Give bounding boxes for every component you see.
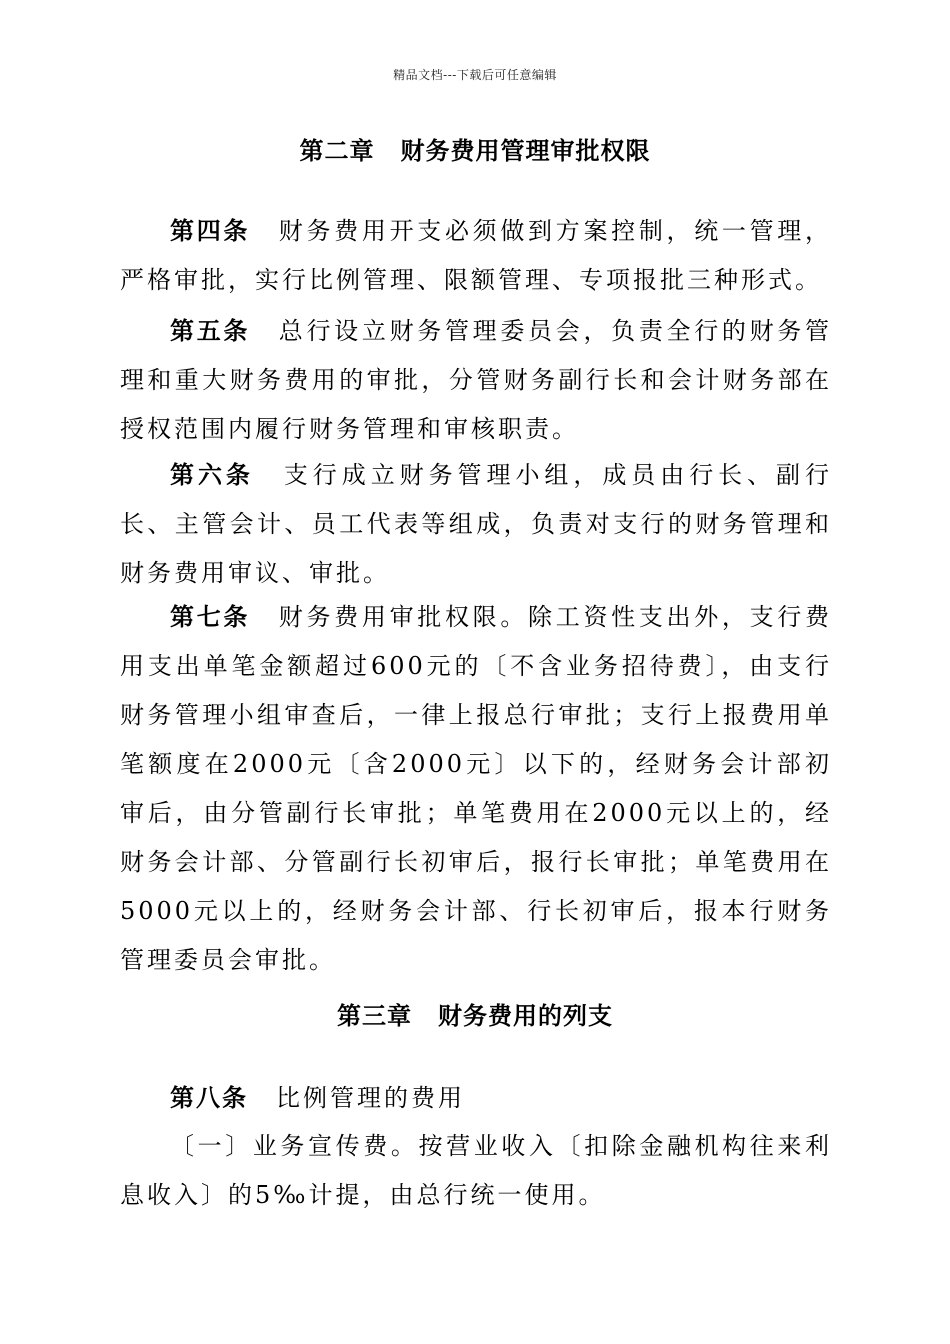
page-header: 精品文档---下载后可任意编辑 (393, 68, 557, 82)
chapter-3-number: 第三章 (337, 1002, 412, 1030)
article-5-label: 第五条 (170, 317, 251, 345)
article-8-label: 第八条 (170, 1084, 248, 1112)
chapter-3-heading (0, 996, 950, 1031)
item-1-text: 〔一〕业务宣传费。按营业收入〔扣除金融机构往来利息收入〕的5‰计提，由总行统一使用。 (120, 1132, 832, 1209)
article-4-label: 第四条 (170, 217, 251, 245)
item-1 (120, 1122, 832, 1220)
article-7-label: 第七条 (170, 603, 251, 631)
article-6-label: 第六条 (170, 461, 254, 489)
chapter-2-heading (0, 131, 950, 166)
article-6-text: 支行成立财务管理小组，成员由行长、副行长、主管会计、员工代表等组成，负责对支行的财务管理和财务费用审议、审批。 (120, 461, 833, 587)
article-4-text: 财务费用开支必须做到方案控制，统一管理，严格审批，实行比例管理、限额管理、专项报批三种形式。 (120, 217, 833, 294)
article-7-text: 财务费用审批权限。除工资性支出外，支行费用支出单笔金额超过600元的〔不含业务招待费〕，由支行财务管理小组审查后，一律上报总行审批；支行上报费用单笔额度在2000元〔含2000元〕以下的，经财务会计部初审后，由分管副行长审批；单笔费用在2000元以上的，经财务会计部、分管副行长初审后，报行长审批；单笔费用在5000元以上的，经财务会计部、行长初审后，报本行财务管理委员会审批。 (120, 603, 833, 974)
article-8-text: 比例管理的费用 (276, 1084, 465, 1112)
article-6 (120, 451, 832, 598)
article-7 (120, 593, 832, 985)
article-8 (120, 1074, 832, 1123)
article-4 (120, 207, 832, 305)
chapter-2-number: 第二章 (299, 137, 375, 165)
chapter-3-title: 财务费用的列支 (438, 1002, 613, 1030)
article-5-text: 总行设立财务管理委员会，负责全行的财务管理和重大财务费用的审批，分管财务副行长和会计财务部在授权范围内履行财务管理和审核职责。 (120, 317, 833, 443)
article-5 (120, 307, 832, 454)
chapter-2-title: 财务费用管理审批权限 (400, 137, 651, 165)
